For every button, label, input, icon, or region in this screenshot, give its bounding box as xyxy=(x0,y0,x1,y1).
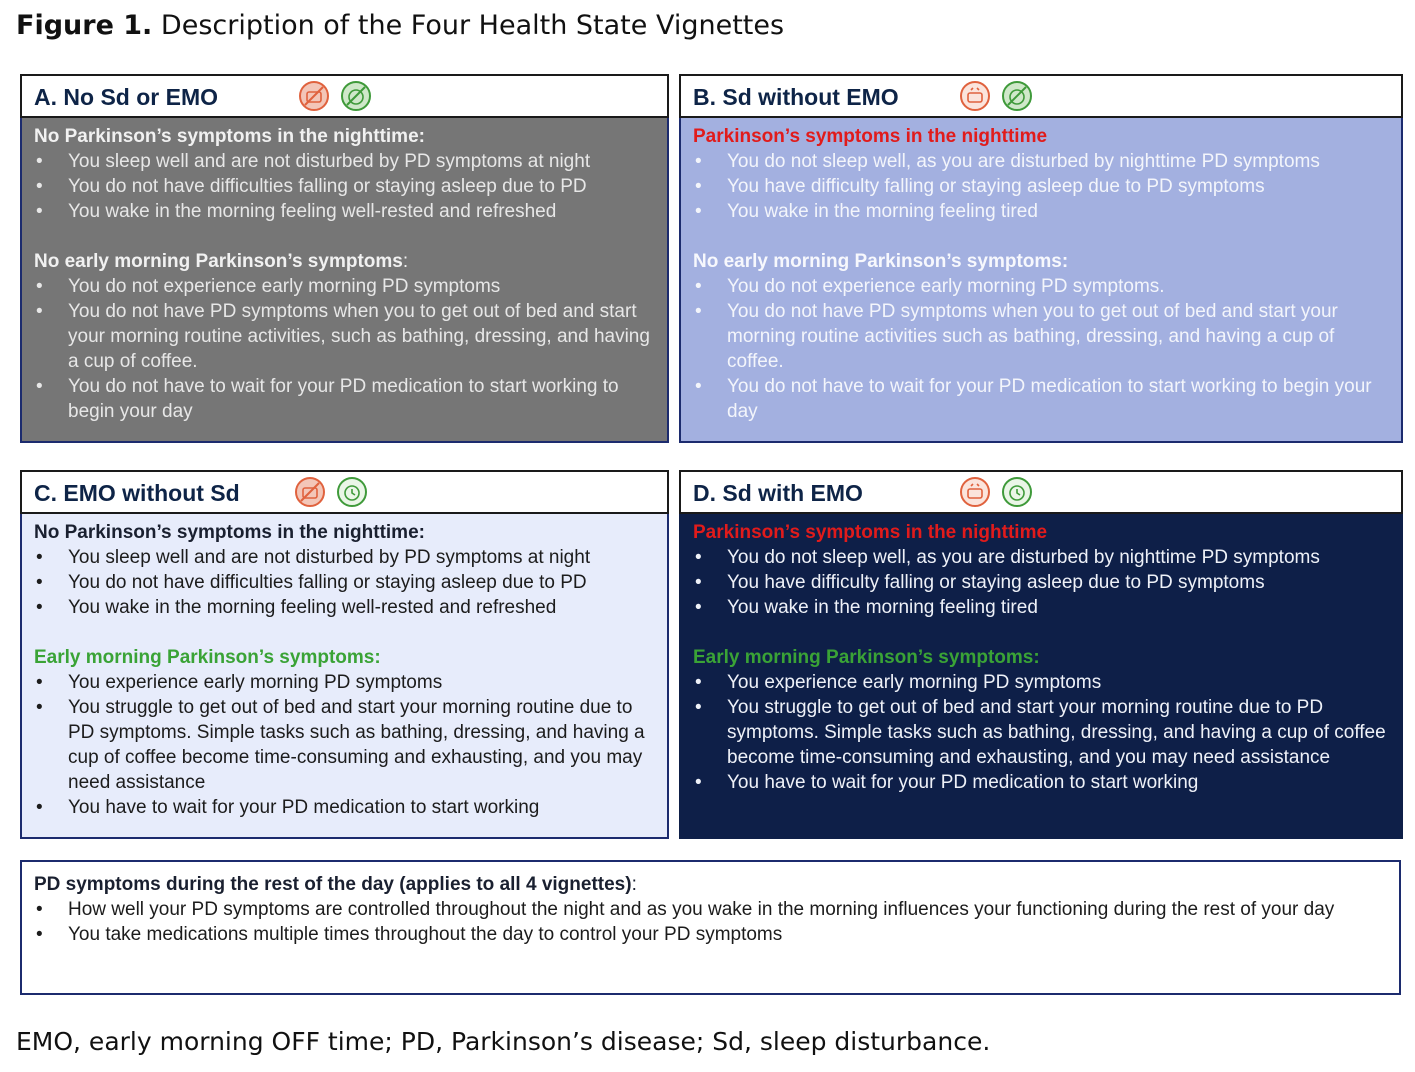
no-alarm-clock-icon xyxy=(340,80,372,112)
panel-d-morning-list xyxy=(693,670,1389,795)
panel-d xyxy=(679,470,1403,839)
panel-a-body xyxy=(20,118,669,443)
figure-title-text: Description of the Four Health State Vignettes xyxy=(160,10,785,41)
panel-b-icons xyxy=(959,80,1033,114)
panel-a-nighttime-heading xyxy=(34,124,655,149)
panel-a xyxy=(20,74,669,443)
list-item: • You take medications multiple times throughout the day to control your PD symptoms xyxy=(34,922,1385,947)
panel-d-nighttime-heading xyxy=(693,520,1389,545)
rest-of-day-list xyxy=(34,897,1385,947)
panel-c-morning-list xyxy=(34,670,655,820)
panel-b-nighttime-title: Parkinson’s symptoms in the nighttime xyxy=(693,126,1048,147)
panel-d-nighttime-list xyxy=(693,545,1389,620)
sleep-disturbance-icon xyxy=(959,476,991,508)
panel-b-header xyxy=(679,74,1403,118)
list-item: • You do not have PD symptoms when you to get out of bed and start your morning routine activities such as bathing, dressing, and having a cup of coffee. xyxy=(693,299,1389,374)
panel-b xyxy=(679,74,1403,443)
panel-b-morning-title: No early morning Parkinson’s symptoms: xyxy=(693,251,1069,272)
rest-of-day-title: PD symptoms during the rest of the day (applies to all 4 vignettes) xyxy=(34,874,632,895)
panel-a-morning-heading xyxy=(34,249,655,274)
panel-b-morning-list xyxy=(693,274,1389,424)
panel-c-nighttime-list xyxy=(34,545,655,620)
rest-of-day-heading xyxy=(34,872,1385,897)
panel-d-nighttime-title: Parkinson’s symptoms in the nighttime xyxy=(693,522,1048,543)
panel-d-icons xyxy=(959,476,1033,510)
list-item: • You wake in the morning feeling tired xyxy=(693,199,1389,224)
panel-a-morning-title: No early morning Parkinson’s symptoms xyxy=(34,251,403,272)
sleep-disturbance-icon xyxy=(959,80,991,112)
panel-c-icons xyxy=(294,476,368,510)
panel-a-nighttime-list xyxy=(34,149,655,224)
list-item: • You do not sleep well, as you are disturbed by nighttime PD symptoms xyxy=(693,545,1389,570)
list-item: • You sleep well and are not disturbed by PD symptoms at night xyxy=(34,545,655,570)
list-item: • You wake in the morning feeling well-rested and refreshed xyxy=(34,199,655,224)
list-item: • You do not experience early morning PD symptoms xyxy=(34,274,655,299)
panel-d-label: D. Sd with EMO xyxy=(693,480,863,506)
list-item: • You wake in the morning feeling tired xyxy=(693,595,1389,620)
list-item: • You have to wait for your PD medication to start working xyxy=(34,795,655,820)
list-item: • You have difficulty falling or staying asleep due to PD symptoms xyxy=(693,570,1389,595)
panel-a-label: A. No Sd or EMO xyxy=(34,84,218,110)
panel-b-nighttime-heading xyxy=(693,124,1389,149)
no-sleep-disturbance-icon xyxy=(294,476,326,508)
panel-a-header xyxy=(20,74,669,118)
panel-b-label: B. Sd without EMO xyxy=(693,84,899,110)
panel-d-header xyxy=(679,470,1403,514)
list-item: • You do not have difficulties falling or staying asleep due to PD xyxy=(34,174,655,199)
panel-c-nighttime-title: No Parkinson’s symptoms in the nighttime: xyxy=(34,522,425,543)
figure-title-number: Figure 1. xyxy=(16,10,153,41)
alarm-clock-icon xyxy=(1001,476,1033,508)
panel-a-morning-list xyxy=(34,274,655,424)
no-alarm-clock-icon xyxy=(1001,80,1033,112)
panel-c-label: C. EMO without Sd xyxy=(34,480,240,506)
list-item: • You experience early morning PD symptoms xyxy=(34,670,655,695)
list-item: • You have difficulty falling or staying asleep due to PD symptoms xyxy=(693,174,1389,199)
rest-of-day-box xyxy=(20,860,1401,995)
list-item: • You struggle to get out of bed and start your morning routine due to PD symptoms. Simple tasks such as bathing, dressing, and having a cup of coffee become time-consuming and exhausting, and you may need assistance xyxy=(34,695,655,795)
list-item: • You struggle to get out of bed and start your morning routine due to PD symptoms. Simple tasks such as bathing, dressing, and having a cup of coffee become time-consuming and exhausting, and you may need assistance xyxy=(693,695,1389,770)
rest-of-day-suffix: : xyxy=(631,874,637,895)
list-item: • You do not have to wait for your PD medication to start working to begin your day xyxy=(34,374,655,424)
panel-b-morning-heading xyxy=(693,249,1389,274)
panel-c xyxy=(20,470,669,839)
no-sleep-disturbance-icon xyxy=(298,80,330,112)
panel-c-body xyxy=(20,514,669,839)
panel-c-header xyxy=(20,470,669,514)
list-item: • You do not sleep well, as you are disturbed by nighttime PD symptoms xyxy=(693,149,1389,174)
list-item: • You do not have difficulties falling or staying asleep due to PD xyxy=(34,570,655,595)
list-item: • You do not experience early morning PD symptoms. xyxy=(693,274,1389,299)
panel-b-nighttime-list xyxy=(693,149,1389,224)
panel-c-morning-title: Early morning Parkinson’s symptoms: xyxy=(34,647,381,668)
panel-d-body xyxy=(679,514,1403,839)
panel-d-morning-title: Early morning Parkinson’s symptoms: xyxy=(693,647,1040,668)
panel-c-nighttime-heading xyxy=(34,520,655,545)
list-item: • You have to wait for your PD medication to start working xyxy=(693,770,1389,795)
list-item: • You sleep well and are not disturbed by PD symptoms at night xyxy=(34,149,655,174)
panel-a-nighttime-title: No Parkinson’s symptoms in the nighttime: xyxy=(34,126,425,147)
panel-a-icons xyxy=(298,80,372,114)
panel-b-body xyxy=(679,118,1403,443)
list-item: • You wake in the morning feeling well-rested and refreshed xyxy=(34,595,655,620)
list-item: • How well your PD symptoms are controlled throughout the night and as you wake in the morning influences your functioning during the rest of your day xyxy=(34,897,1385,922)
panel-d-morning-heading xyxy=(693,645,1389,670)
panel-c-morning-heading xyxy=(34,645,655,670)
figure-footnote: EMO, early morning OFF time; PD, Parkinson’s disease; Sd, sleep disturbance. xyxy=(16,1027,991,1056)
panel-a-morning-suffix: : xyxy=(402,251,409,272)
list-item: • You experience early morning PD symptoms xyxy=(693,670,1389,695)
list-item: • You do not have PD symptoms when you to get out of bed and start your morning routine activities, such as bathing, dressing, and having a cup of coffee. xyxy=(34,299,655,374)
figure-title xyxy=(16,6,784,46)
list-item: • You do not have to wait for your PD medication to start working to begin your day xyxy=(693,374,1389,424)
alarm-clock-icon xyxy=(336,476,368,508)
